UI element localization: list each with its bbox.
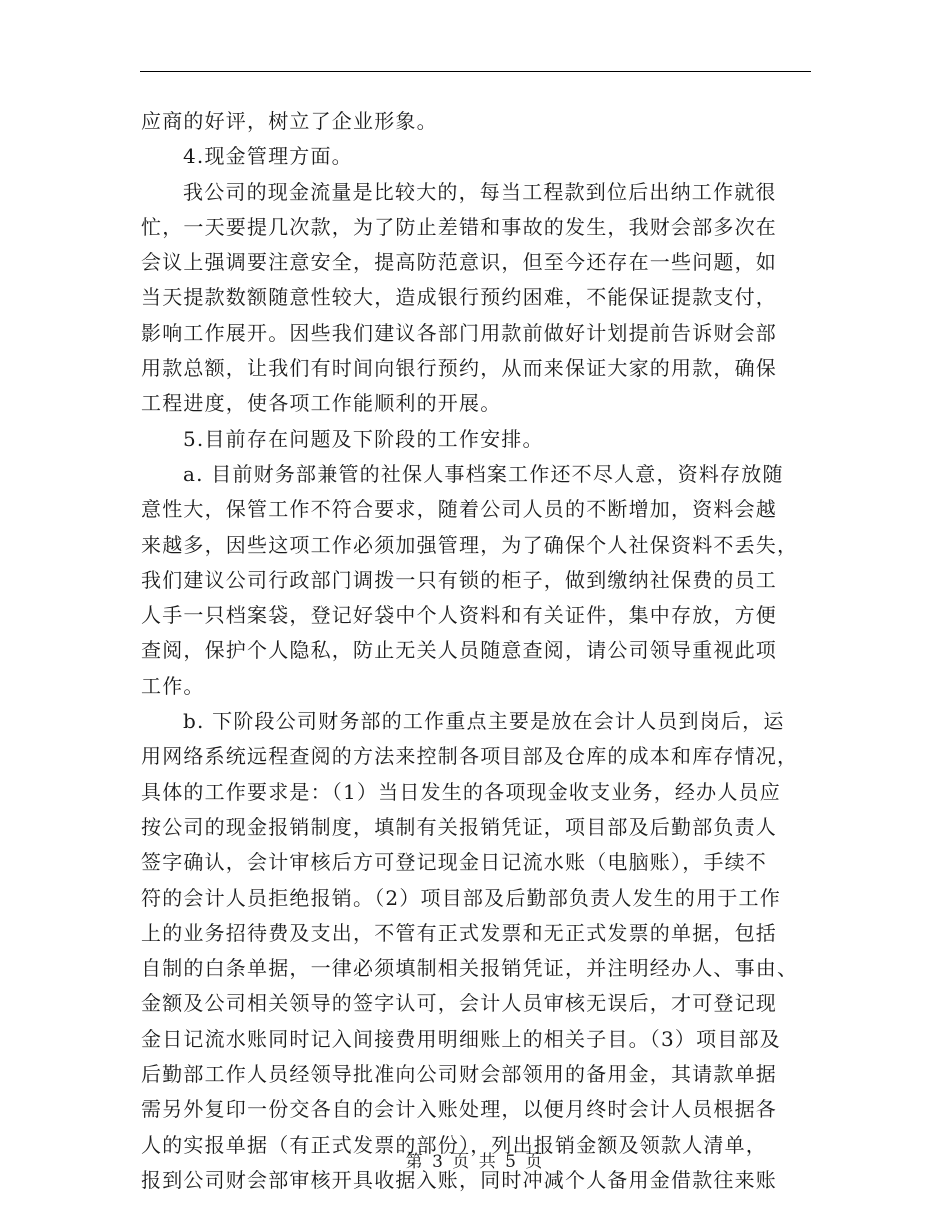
text-line: 符的会计人员拒绝报销。（2）项目部及后勤部负责人发生的用于工作 [141,885,781,910]
text-line: 工作。 [141,673,205,698]
text-line: 我公司的现金流量是比较大的，每当工程款到位后出纳工作就很 [183,179,777,204]
text-line: 金日记流水账同时记入间接费用明细账上的相关子目。（3）项目部及 [141,1026,781,1051]
text-line: 当天提款数额随意性较大，造成银行预约困难，不能保证提款支付， [141,285,777,310]
text-line: 人手一只档案袋，登记好袋中个人资料和有关证件，集中存放，方便 [141,603,777,628]
text-line: 人的实报单据（有正式发票的部份），列出报销金额及领款人清单， [141,1132,767,1157]
text-line: b. 下阶段公司财务部的工作重点主要是放在会计人员到岗后，运 [183,709,785,734]
text-line: 用款总额，让我们有时间向银行预约，从而来保证大家的用款，确保 [141,356,777,381]
text-line: 签字确认，会计审核后方可登记现金日记流水账（电脑账），手续不 [141,850,767,875]
text-line: 报到公司财会部审核开具收据入账，同时冲减个人备用金借款往来账 [141,1167,777,1192]
text-line: 查阅，保护个人隐私，防止无关人员随意查阅，请公司领导重视此项 [141,638,777,663]
text-line: 4.现金管理方面。 [183,144,353,169]
text-line: 具体的工作要求是：（1）当日发生的各项现金收支业务，经办人员应 [141,779,781,804]
text-line: 我们建议公司行政部门调拨一只有锁的柜子，做到缴纳社保费的员工 [141,567,777,592]
text-line: 需另外复印一份交各自的会计入账处理，以便月终时会计人员根据各 [141,1097,777,1122]
text-line: 意性大，保管工作不符合要求，随着公司人员的不断增加，资料会越 [141,497,777,522]
document-body [141,104,811,1198]
text-line: 5.目前存在问题及下阶段的工作安排。 [183,426,544,451]
header-rule [140,71,811,72]
text-line: 工程进度，使各项工作能顺利的开展。 [141,391,502,416]
text-line: 应商的好评，树立了企业形象。 [141,109,438,133]
text-line: 按公司的现金报销制度，填制有关报销凭证，项目部及后勤部负责人 [141,814,777,839]
text-line: 影响工作展开。因些我们建议各部门用款前做好计划提前告诉财会部 [141,320,777,345]
text-line: 来越多，因些这项工作必须加强管理，为了确保个人社保资料不丢失， [141,532,799,557]
text-line: 后勤部工作人员经领导批准向公司财会部领用的备用金，其请款单据 [141,1062,777,1087]
text-line: 自制的白条单据，一律必须填制相关报销凭证，并注明经办人、事由、 [141,956,799,981]
text-line: 金额及公司相关领导的签字认可，会计人员审核无误后，才可登记现 [141,991,777,1016]
text-line: a. 目前财务部兼管的社保人事档案工作还不尽人意，资料存放随 [183,461,784,486]
text-line: 上的业务招待费及支出，不管有正式发票和无正式发票的单据，包括 [141,920,777,945]
text-line: 忙，一天要提几次款，为了防止差错和事故的发生，我财会部多次在 [141,214,777,239]
text-line: 会议上强调要注意安全，提高防范意识，但至今还存在一些问题，如 [141,250,777,275]
page-number: 第 3 页 共 5 页 [405,1152,545,1172]
text-line: 用网络系统远程查阅的方法来控制各项目部及仓库的成本和库存情况， [141,744,799,769]
